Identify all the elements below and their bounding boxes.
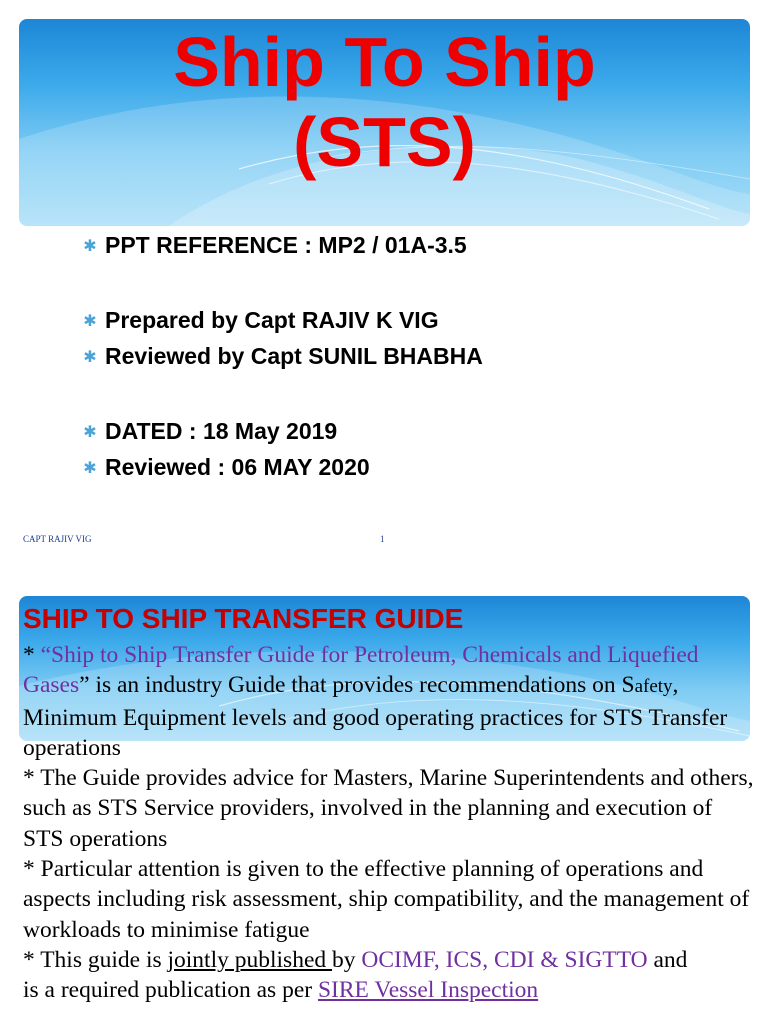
paragraph-planning: * Particular attention is given to the effective planning of operations and aspects including risk assessment, ship compatibility, and the management of workloads to minimise fatigue [23, 856, 750, 943]
sire-inspection-link[interactable]: SIRE Vessel Inspection [317, 977, 539, 1004]
bullet-text: Prepared by Capt RAJIV K VIG [105, 307, 439, 333]
paragraph-text: and [647, 946, 688, 973]
slide1-page-number: 1 [380, 534, 385, 544]
bullet-dated [80, 418, 337, 445]
asterisk-bullet-icon: ✱ [83, 459, 97, 477]
slide1-title-line1: Ship To Ship [173, 23, 596, 101]
paragraph-text: , Minimum Equipment levels and good operating practices for STS Transfer operations [23, 672, 728, 761]
bullet-text: PPT REFERENCE : MP2 / 01A-3.5 [105, 232, 467, 258]
slide1-footer-author: CAPT RAJIV VIG [23, 534, 92, 544]
slide2-body-text [23, 640, 758, 1006]
bullet-reviewed-by [80, 343, 483, 370]
bullet-text: DATED : 18 May 2019 [105, 418, 338, 444]
paragraph-guide-advice: * The Guide provides advice for Masters, Marine Superintendents and others, such as STS Service providers, involved in the planning and execution of STS operations [23, 765, 754, 852]
bullet-text: Reviewed : 06 MAY 2020 [105, 454, 370, 480]
paragraph-text: * This guide is [23, 946, 168, 973]
asterisk-bullet-icon: ✱ [83, 237, 97, 255]
paragraph-guide-intro [23, 640, 758, 763]
asterisk: * [23, 642, 41, 668]
guide-title-link[interactable]: “Ship to Ship Transfer Guide for Petroleum, Chemicals and Liquefied Gases [23, 642, 699, 699]
bullet-ppt-reference [80, 232, 467, 259]
slide1-title-banner [19, 19, 750, 226]
paragraph-text: by [332, 946, 362, 973]
asterisk-bullet-icon: ✱ [83, 423, 97, 441]
paragraph-publishers [23, 945, 758, 1006]
paragraph-text-small: afety [634, 676, 673, 698]
underlined-text: jointly published [167, 946, 332, 973]
paragraph-text: is a required publication as per [23, 977, 318, 1004]
asterisk-bullet-icon: ✱ [83, 348, 97, 366]
slide2-heading: SHIP TO SHIP TRANSFER GUIDE [23, 603, 464, 634]
bullet-prepared-by [80, 307, 439, 334]
closing-quote: ” [79, 672, 90, 699]
slide1-title-line2: (STS) [293, 103, 476, 181]
paragraph-text: is an industry Guide that provides recommendations on S [89, 672, 635, 699]
bullet-text: Reviewed by Capt SUNIL BHABHA [105, 343, 483, 369]
asterisk-bullet-icon: ✱ [83, 312, 97, 330]
bullet-reviewed-date [80, 454, 370, 481]
publishers-link[interactable]: OCIMF, ICS, CDI & SIGTTO [361, 946, 648, 973]
